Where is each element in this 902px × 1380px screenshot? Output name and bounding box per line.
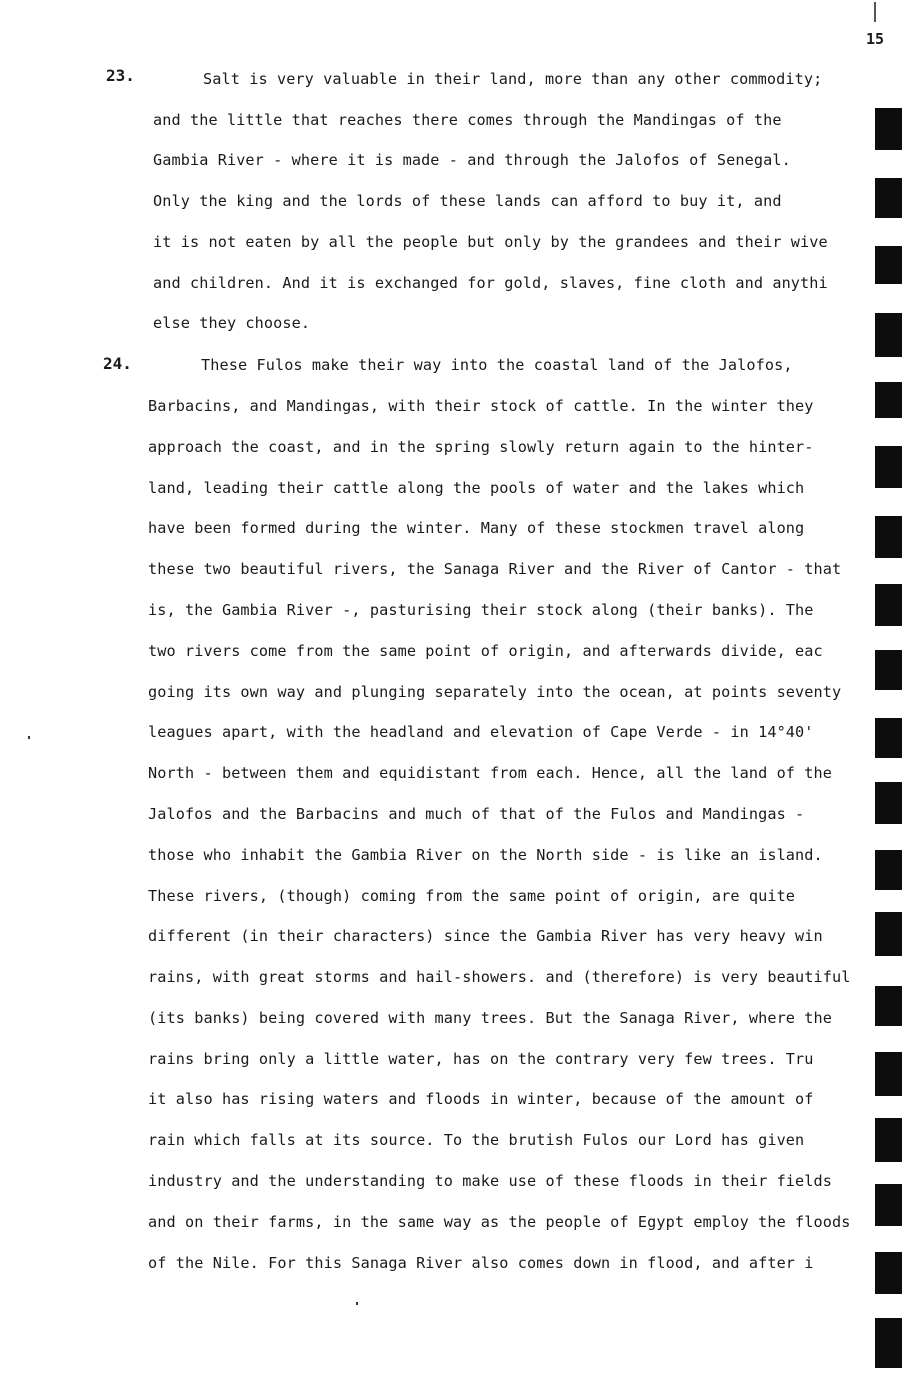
text-line: These rivers, (though) coming from the same point of origin, are quite [148,887,796,905]
binding-mark [875,382,902,418]
text-line: two rivers come from the same point of origin, and afterwards divide, eac [148,642,823,660]
text-line: have been formed during the winter. Many of these stockmen travel along [148,519,805,537]
text-line: different (in their characters) since the Gambia River has very heavy win [148,927,823,945]
binding-mark [875,782,902,824]
text-line: approach the coast, and in the spring slowly return again to the hinter- [148,438,814,456]
text-line: Barbacins, and Mandingas, with their stock of cattle. In the winter they [148,397,814,415]
paragraph-24-number: 24. [103,354,132,373]
text-line: North - between them and equidistant from each. Hence, all the land of the [148,764,833,782]
text-line: and on their farms, in the same way as the people of Egypt employ the floods [148,1213,851,1231]
binding-mark [875,986,902,1026]
text-line: Salt is very valuable in their land, more than any other commodity; [203,70,823,88]
text-line: Jalofos and the Barbacins and much of that of the Fulos and Mandingas - [148,805,805,823]
text-line: land, leading their cattle along the pools of water and the lakes which [148,479,805,497]
text-line: is, the Gambia River -, pasturising their stock along (their banks). The [148,601,814,619]
binding-mark [875,516,902,558]
binding-mark [875,1118,902,1162]
text-line: Gambia River - where it is made - and through the Jalofos of Senegal. [153,151,791,169]
text-line: Only the king and the lords of these lands can afford to buy it, and [153,192,782,210]
binding-mark [875,246,902,284]
text-line: These Fulos make their way into the coastal land of the Jalofos, [201,356,793,374]
text-line: leagues apart, with the headland and elevation of Cape Verde - in 14°40' [148,723,814,741]
binding-mark [875,1252,902,1294]
binding-mark [875,650,902,690]
text-line: industry and the understanding to make use of these floods in their fields [148,1172,833,1190]
text-line: it also has rising waters and floods in winter, because of the amount of [148,1090,814,1108]
text-line: rains bring only a little water, has on the contrary very few trees. Tru [148,1050,814,1068]
binding-mark [875,584,902,626]
paragraph-23-number: 23. [106,66,135,85]
text-line: and children. And it is exchanged for gold, slaves, fine cloth and anythi [153,274,828,292]
text-line: these two beautiful rivers, the Sanaga River and the River of Cantor - that [148,560,842,578]
speck [28,736,30,739]
binding-mark [875,850,902,890]
text-line: it is not eaten by all the people but only by the grandees and their wive [153,233,828,251]
text-line: rains, with great storms and hail-showers. and (therefore) is very beautiful [148,968,851,986]
text-line: of the Nile. For this Sanaga River also comes down in flood, and after i [148,1254,814,1272]
speck [356,1302,358,1305]
text-line: and the little that reaches there comes through the Mandingas of the [153,111,782,129]
binding-mark [875,1184,902,1226]
text-line: else they choose. [153,314,311,332]
binding-mark [875,178,902,218]
binding-mark [875,1052,902,1096]
binding-mark [875,446,902,488]
text-line: those who inhabit the Gambia River on the North side - is like an island. [148,846,823,864]
binding-mark [875,108,902,150]
binding-mark [875,313,902,357]
binding-mark [875,912,902,956]
text-line: (its banks) being covered with many trees. But the Sanaga River, where the [148,1009,833,1027]
text-line: going its own way and plunging separately into the ocean, at points seventy [148,683,842,701]
text-line: rain which falls at its source. To the brutish Fulos our Lord has given [148,1131,805,1149]
binding-mark [875,718,902,758]
page-corner-mark [874,2,876,22]
page-number: 15 [866,30,885,48]
binding-mark [875,1318,902,1368]
